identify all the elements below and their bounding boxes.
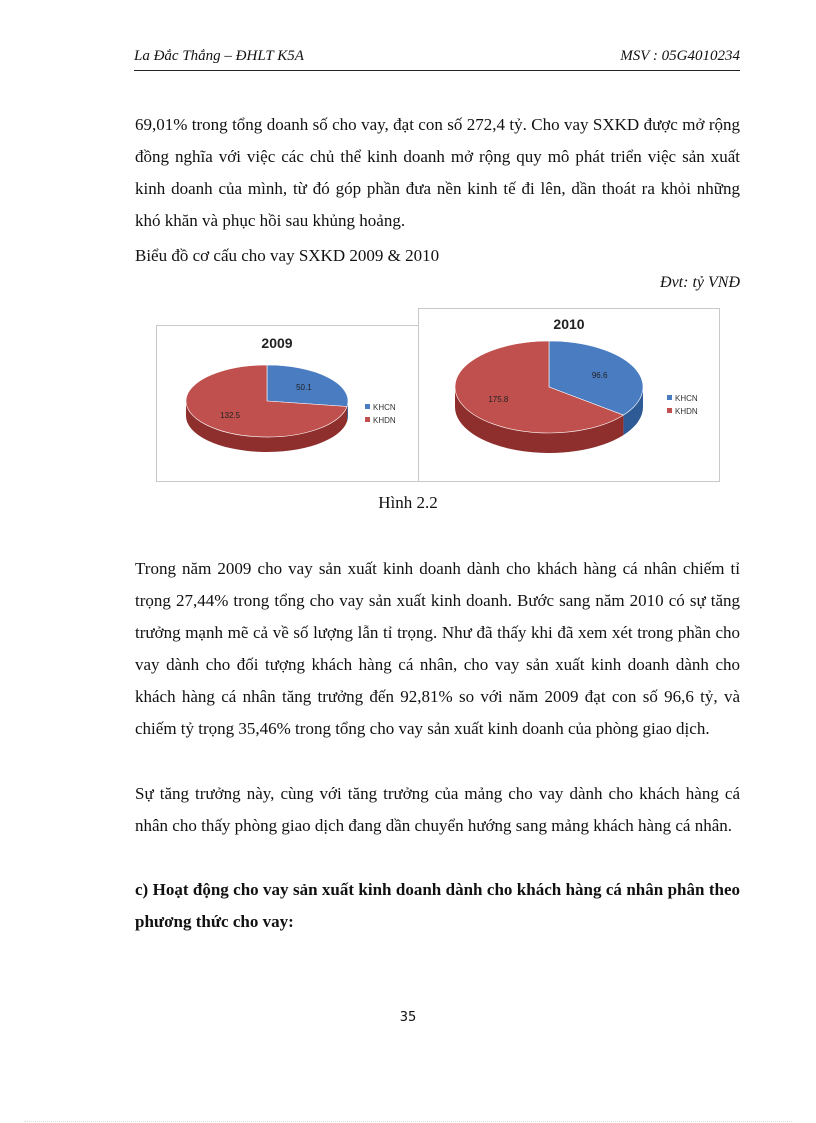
legend-label-khcn: KHCN xyxy=(373,403,396,412)
pie-chart-2009 xyxy=(156,325,420,482)
legend-label-khdn: KHDN xyxy=(373,416,396,425)
chart-title: 2009 xyxy=(261,335,293,351)
legend-label-khdn: KHDN xyxy=(675,407,698,416)
paragraph-2: Trong năm 2009 cho vay sản xuất kinh doanh dành cho khách hàng cá nhân chiếm tỉ trọng 27,44% trong tổng cho vay sản xuất kinh doanh. Bước sang năm 2010 có sự tăng trưởng mạnh mẽ cả về số lượng lẫn tỉ trọng. Như đã thấy khi đã xem xét trong phần cho vay dành cho đối tượng khách hàng cá nhân, cho vay sản xuất kinh doanh dành cho khách hàng cá nhân tăng trưởng đến 92,81% so với năm 2009 đạt con số 96,6 tỷ, và chiếm tỷ trọng 35,46% trong tổng cho vay sản xuất kinh doanh của phòng giao dịch. xyxy=(135,559,740,738)
pie-data-label-khcn: 96.6 xyxy=(591,370,608,380)
chart-title: 2010 xyxy=(553,316,585,332)
pie-chart-2010 xyxy=(418,308,720,482)
paragraph-3: Sự tăng trưởng này, cùng với tăng trưởng của mảng cho vay dành cho khách hàng cá nhân cho thấy phòng giao dịch đang dần chuyển hướng sang mảng khách hàng cá nhân. xyxy=(135,784,740,835)
pie-data-label-khcn: 50.1 xyxy=(296,382,312,392)
header-student-id: MSV : 05G4010234 xyxy=(620,48,740,64)
pie-data-label-khdn: 175.8 xyxy=(488,395,509,405)
legend-swatch-khcn xyxy=(667,395,672,400)
unit-label: Đvt: tỷ VNĐ xyxy=(660,274,740,291)
legend-swatch-khdn xyxy=(365,417,370,422)
section-heading: c) Hoạt động cho vay sản xuất kinh doanh dành cho khách hàng cá nhân phân theo phương thức cho vay: xyxy=(135,880,740,931)
legend-swatch-khdn xyxy=(667,408,672,413)
pie-chart-2010-svg xyxy=(419,309,719,481)
legend-label-khcn: KHCN xyxy=(675,394,698,403)
pie-chart-2009-svg xyxy=(157,326,419,481)
page-header xyxy=(134,48,740,71)
pie-data-label-khdn: 132.5 xyxy=(220,411,241,421)
page-number: 35 xyxy=(399,1010,417,1025)
legend-swatch-khcn xyxy=(365,404,370,409)
header-author: La Đắc Thắng – ĐHLT K5A xyxy=(134,48,304,64)
chart-caption: Biểu đồ cơ cấu cho vay SXKD 2009 & 2010 xyxy=(135,246,440,265)
footer-divider xyxy=(24,1121,792,1122)
paragraph-1: 69,01% trong tổng doanh số cho vay, đạt con số 272,4 tỷ. Cho vay SXKD được mở rộng đồng nghĩa với việc các chủ thể kinh doanh mở rộng quy mô phát triển việc sản xuất kinh doanh của mình, từ đó góp phần đưa nền kinh tế đi lên, dần thoát ra khỏi những khó khăn và phục hồi sau khủng hoảng. xyxy=(135,115,740,230)
figure-label: Hình 2.2 xyxy=(378,493,438,512)
